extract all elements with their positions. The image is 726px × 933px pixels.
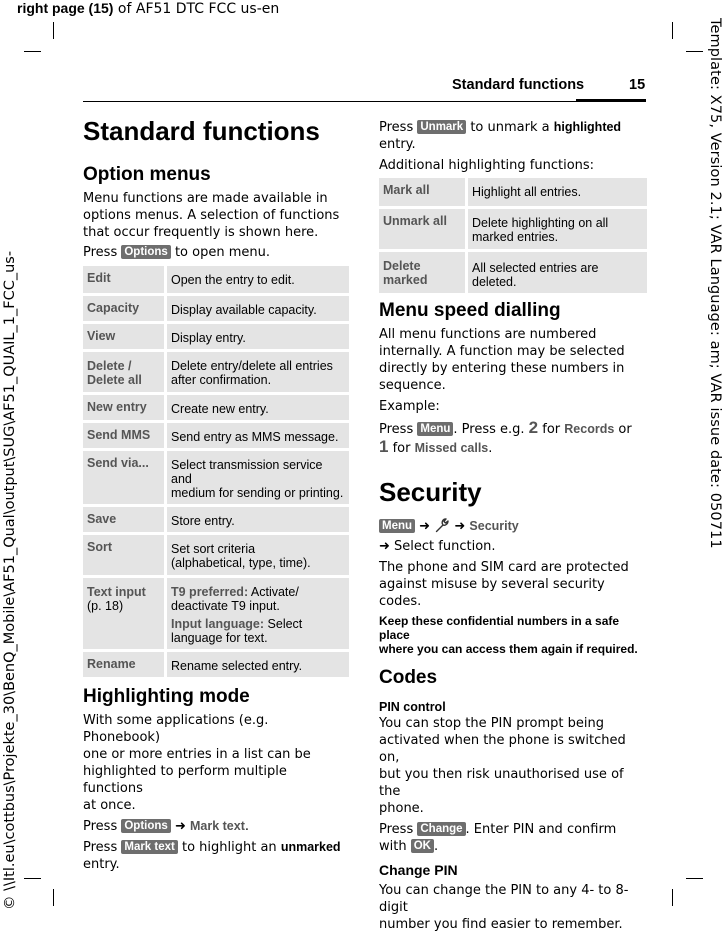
unmark-softkey: Unmark (417, 120, 466, 134)
highlighting-intro: With some applications (e.g. Phonebook) one or more entries in a list can be highlighted to perform multiple functions at once. (83, 713, 311, 813)
codes-heading: Codes (379, 667, 438, 688)
additional-functions-label: Additional highlighting functions: (379, 158, 595, 173)
highlighting-table (379, 175, 647, 296)
table-row: New entry Create new entry. (83, 395, 349, 420)
options-softkey: Options (121, 819, 170, 833)
security-menu-path: Menu ➜ ➜ Security ➜ Select function. (379, 519, 519, 554)
speed-dialling-heading: Menu speed dialling (379, 300, 561, 321)
template-info-margin: Template: X75, Version 2.1; VAR Language: am; VAR issue date: 050711 (707, 18, 723, 549)
option-menus-intro: Menu functions are made available in options menus. A selection of functions that occur frequently is shown here. (83, 191, 340, 240)
table-row: Delete marked All selected entries are deleted. (379, 252, 647, 293)
change-pin-instruction: Press Change . Enter PIN and confirm with OK . (379, 822, 617, 854)
unmark-instruction: Press Unmark to unmark a highlighted entry. (379, 120, 622, 152)
table-row: View Display entry. (83, 324, 349, 349)
crop-mark (53, 889, 54, 906)
ok-softkey: OK (411, 839, 434, 853)
print-note: right page (15) of AF51 DTC FCC us-en (17, 0, 280, 17)
table-row: Sort Set sort criteria (alphabetical, type, time). (83, 535, 349, 575)
mark-text-instruction: Press Options ➜ Mark text. (83, 819, 250, 834)
security-note: Keep these confidential numbers in a safe place where you can access them again if required. (379, 614, 638, 656)
pin-control-text: You can stop the PIN prompt being activated when the phone is switched on, but you then risk unauthorised use of the phone. (379, 716, 626, 816)
crop-mark (686, 51, 703, 52)
change-softkey: Change (417, 822, 465, 836)
pin-control-heading: PIN control (379, 700, 446, 714)
option-menus-heading: Option menus (83, 164, 211, 185)
table-row: Unmark all Delete highlighting on all marked entries. (379, 209, 647, 249)
crop-mark (672, 22, 673, 39)
options-softkey: Options (121, 245, 170, 259)
table-row: Save Store entry. (83, 507, 349, 532)
mark-text-softkey: Mark text (121, 840, 178, 854)
crop-mark (24, 51, 41, 52)
speed-dial-example: Press Menu . Press e.g. 2 for Records or 1 for Missed calls. (379, 418, 632, 456)
table-row: Rename Rename selected entry. (83, 652, 349, 677)
crop-mark (24, 878, 41, 879)
security-intro: The phone and SIM card are protected against misuse by several security codes. (379, 560, 629, 609)
example-label: Example: (379, 399, 440, 414)
table-row: Capacity Display available capacity. (83, 296, 349, 321)
change-pin-text: You can change the PIN to any 4- to 8-digit number you find easier to remember. (379, 883, 629, 932)
page-title: Standard functions (83, 116, 320, 146)
file-path-margin: © \\Itl.eu\cottbus\Projekte_30\BenQ_Mobile\AF51_Qual\output\SUG\AF51_QUAIL_1_FCC_us- (2, 250, 18, 910)
highlighting-heading: Highlighting mode (83, 686, 250, 707)
right-column (379, 119, 647, 933)
option-menu-table (83, 263, 349, 680)
left-column (83, 116, 349, 873)
menu-softkey: Menu (379, 519, 415, 533)
speed-dialling-intro: All menu functions are numbered internally. A function may be selected directly by entering these numbers in sequence. (379, 327, 625, 393)
crop-mark (53, 22, 54, 39)
page-number: 15 (629, 77, 646, 93)
table-row: Text input (p. 18) T9 preferred: Activate/ deactivate T9 input. Input language: Select language for text. (83, 578, 349, 649)
highlight-instruction: Press Mark text to highlight an unmarked entry. (83, 840, 341, 872)
table-row: Mark all Highlight all entries. (379, 178, 647, 206)
options-instruction: Press Options to open menu. (83, 245, 270, 260)
crop-mark (672, 889, 673, 906)
change-pin-heading: Change PIN (379, 862, 458, 878)
header-rule (83, 101, 576, 102)
menu-softkey: Menu (417, 422, 453, 436)
table-row: Send via... Select transmission service and medium for sending or printing. (83, 451, 349, 504)
crop-mark (686, 878, 703, 879)
table-row: Send MMS Send entry as MMS message. (83, 423, 349, 448)
running-header-title: Standard functions (452, 77, 585, 93)
wrench-icon (434, 517, 450, 538)
security-heading: Security (379, 477, 482, 507)
table-row: Delete / Delete all Delete entry/delete all entries after confirmation. (83, 352, 349, 392)
header-rule-accent (576, 99, 646, 102)
table-row: Edit Open the entry to edit. (83, 266, 349, 293)
